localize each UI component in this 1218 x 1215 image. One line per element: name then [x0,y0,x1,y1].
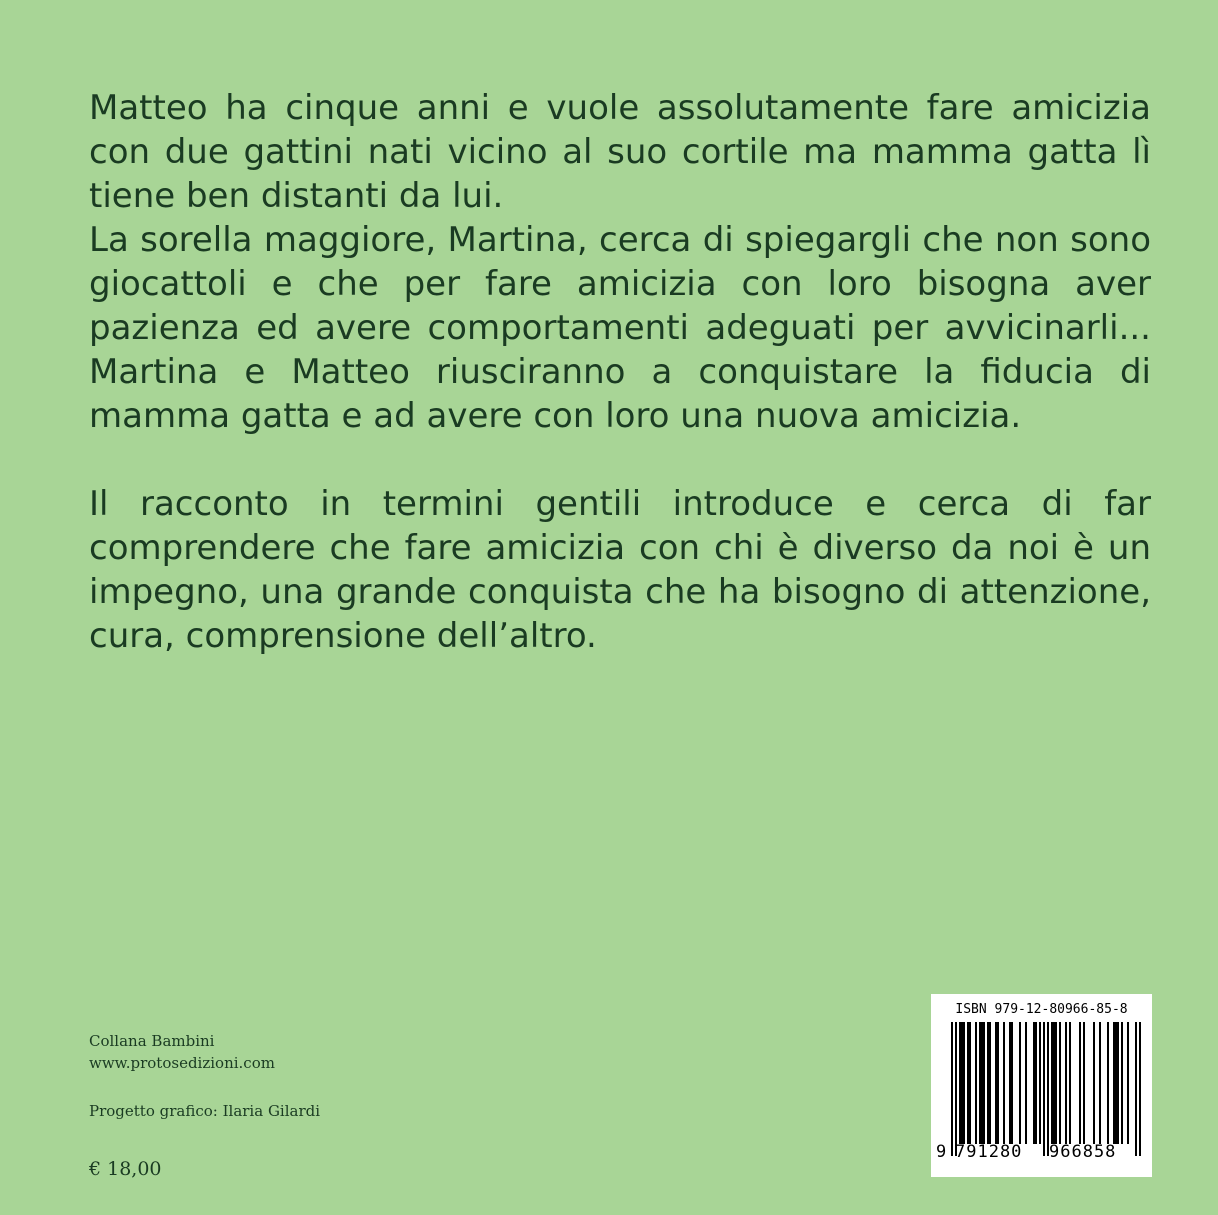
barcode-bar [951,1022,953,1156]
barcode-bar [967,1022,969,1144]
barcode-bar [1099,1022,1101,1144]
barcode-bar [1059,1022,1061,1144]
barcode-bars [931,1020,1152,1158]
barcode-bar [1107,1022,1109,1144]
barcode-bar [1135,1022,1137,1156]
barcode-bar [1053,1022,1055,1144]
barcode-bar [1051,1022,1053,1144]
barcode-bar [997,1022,999,1144]
barcode-bar [979,1022,981,1144]
barcode-bar [1009,1022,1011,1144]
barcode-bar [963,1022,965,1144]
barcode-bar [987,1022,989,1144]
barcode-bar [1065,1022,1067,1144]
barcode-bar [1139,1022,1141,1156]
isbn-barcode [931,994,1152,1177]
barcode-bar [995,1022,997,1144]
barcode-bar [961,1022,963,1144]
barcode-bar [959,1022,961,1144]
ean-first-digit: 9 [936,1142,947,1162]
barcode-bar [955,1022,957,1156]
barcode-bar [1055,1022,1057,1144]
barcode-bar [1003,1022,1005,1144]
blurb-paragraph-2: La sorella maggiore, Martina, cerca di spiegargli che non sono giocattoli e che per fare amicizia con loro bisogna aver pazienza ed avere comportamenti adeguati per avvicinarli... Martina e Matteo riusciranno a conquistare la fiducia di mamma gatta e ad avere con loro una nuova amicizia. [89,220,1151,436]
price-label: € 18,00 [89,1158,162,1180]
ean-left-digits: 791280 [955,1142,1023,1162]
ean-digits [931,1142,1152,1166]
barcode-bar [983,1022,985,1144]
barcode-bar [1079,1022,1081,1144]
back-cover-blurb [89,86,1151,658]
barcode-bar [975,1022,977,1144]
barcode-bar [1069,1022,1071,1144]
barcode-bar [1035,1022,1037,1144]
barcode-bar [1047,1022,1049,1156]
design-credit: Progetto grafico: Ilaria Gilardi [89,1102,321,1120]
barcode-bar [969,1022,971,1144]
series-info [89,1030,275,1074]
blurb-paragraph-3: Il racconto in termini gentili introduce e cerca di far comprendere che fare amicizia con chi è diverso da noi è un impegno, una grande conquista che ha bisogno di attenzione, cura, comprensione dell’altro. [89,484,1151,656]
barcode-bar [989,1022,991,1144]
barcode-bar [1033,1022,1035,1144]
blurb-paragraph-1: Matteo ha cinque anni e vuole assolutamente fare amicizia con due gattini nati vicino al suo cortile ma mamma gatta lì tiene ben distanti da lui. [89,88,1151,216]
credits [89,1100,320,1122]
barcode-bar [1019,1022,1021,1144]
series-name: Collana Bambini [89,1032,215,1050]
barcode-bar [1083,1022,1085,1144]
paragraph-spacer [89,438,1151,482]
barcode-bar [1093,1022,1095,1144]
publisher-website: www.protosedizioni.com [89,1054,275,1072]
barcode-bar [1039,1022,1041,1144]
barcode-bar [1011,1022,1013,1144]
ean-right-digits: 966858 [1049,1142,1117,1162]
barcode-bar [1121,1022,1123,1144]
barcode-bar [981,1022,983,1144]
barcode-bar [1025,1022,1027,1144]
barcode-bar [1115,1022,1117,1144]
isbn-text: ISBN 979-12-80966-85-8 [955,1002,1128,1017]
barcode-bar [1117,1022,1119,1144]
barcode-bar [1127,1022,1129,1144]
barcode-bar [1043,1022,1045,1156]
barcode-bar [1113,1022,1115,1144]
